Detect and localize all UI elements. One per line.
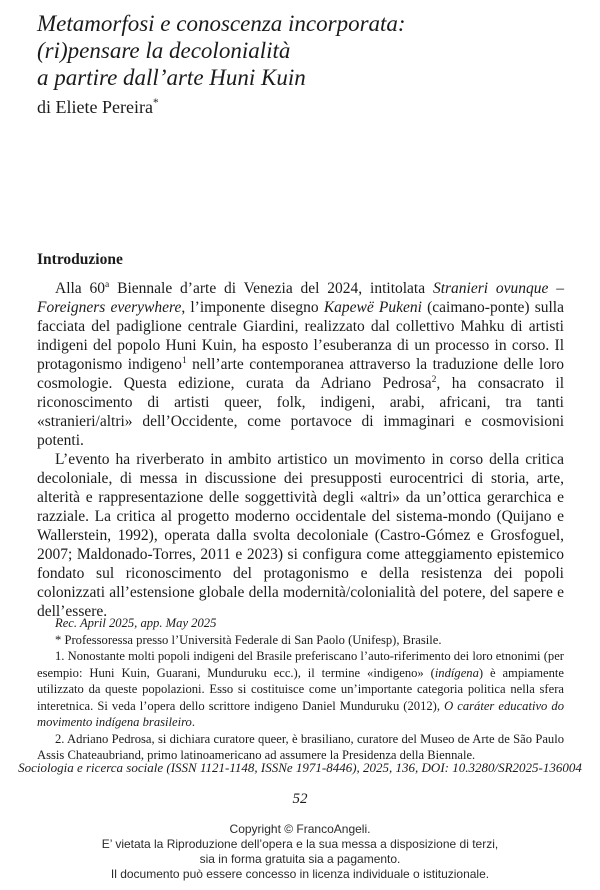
body-paragraph-2: L’evento ha riverberato in ambito artistico un movimento in corso della critica decoloniale, di messa in discussione dei presupposti eurocentrici di storia, arte, alterità e rappresentazione delle soggettività degli «altri» da un’ottica gerarchica e razziale. La critica al progetto moderno occidentale del sistema-mondo (Quijano e Wallerstein, 1992), operata dalla svolta decoloniale (Castro-Gómez e Grosfoguel, 2007; Maldonado-Torres, 2011 e 2023) si configura come atteggiamento epistemico fondato sul riconoscimento del protagonismo e della resistenza dei popoli colonizzati all’estensione globale della modernità/colonialità del potere, del sapere e dell’essere. (37, 451, 564, 620)
copyright-line-3: sia in forma gratuita sia a pagamento. (199, 852, 401, 866)
journal-citation-line: Sociologia e ricerca sociale (ISSN 1121-1148, ISSNe 1971-8446), 2025, 136, DOI: 10.3280/SR2025-136004 (18, 760, 582, 775)
footnotes-block (37, 615, 564, 764)
article-title-line-3: a partire dall’arte Huni Kuin (37, 65, 306, 90)
article-title-line-2: (ri)pensare la decolonialità (37, 38, 291, 63)
section-heading-introduzione: Introduzione (37, 251, 123, 268)
article-title-line-1: Metamorfosi e conoscenza incorporata: (37, 11, 406, 36)
author-affiliation-footnote: * Professoressa presso l’Università Federale di San Paolo (Unifesp), Brasile. (55, 632, 442, 647)
footnote-2: 2. Adriano Pedrosa, si dichiara curatore queer, è brasiliano, curatore del Museo de Arte de São Paulo Assis Chateaubriand, primo latinoamericano ad assumere la Presidenza della Biennale. (37, 731, 564, 762)
copyright-notice (0, 822, 600, 882)
copyright-line-1: Copyright © FrancoAngeli. (229, 822, 371, 836)
article-title (37, 10, 564, 91)
copyright-line-2: E’ vietata la Riproduzione dell’opera e la sua messa a disposizione di terzi, (101, 837, 499, 851)
footnote-1: 1. Nonostante molti popoli indigeni del Brasile preferiscano l’auto-riferimento dei loro etnonimi (per esempio: Huni Kuin, Guarani, Munduruku ecc.), il termine «indigeno» (indígena) è ampiamente utilizzato da queste popolazioni. Esso si costituisce come un’importante categoria politica nella sfera interetnica. Si veda l’opera dello scrittore indigeno Daniel Munduruku (2012), O caráter educativo do movimento indígena brasileiro. (37, 649, 565, 729)
received-approved-line: Rec. April 2025, app. May 2025 (55, 616, 217, 630)
body-paragraph-1: Alla 60$^a$ Biennale d’arte di Venezia del 2024, intitolata Stranieri ovunque – Foreigners everywhere, l’imponente disegno Kapewë Pukeni (caimano-ponte) sulla facciata del padiglione centrale Giardini, realizzato dal collettivo Mahku di artisti indigeni del popolo Huni Kuin, ha esposto l’esuberanza di un processo in corso. Il protagonismo indigeno$^1$ nell’arte contemporanea attraverso la traduzione delle loro cosmologie. Questa edizione, curata da Adriano Pedrosa$^2$, ha consacrato il riconoscimento di artisti queer, folk, indigeni, arabi, africani, tra tanti «stranieri/altri» dell’Occidente, come portavoce di immaginari e cosmovisioni potenti. (37, 278, 565, 449)
author-byline: di Eliete Pereira* (37, 97, 159, 117)
copyright-line-4: Il documento può essere concesso in licenza individuale o istituzionale. (110, 867, 490, 881)
article-body (37, 279, 564, 621)
page-number: 52 (292, 791, 308, 807)
